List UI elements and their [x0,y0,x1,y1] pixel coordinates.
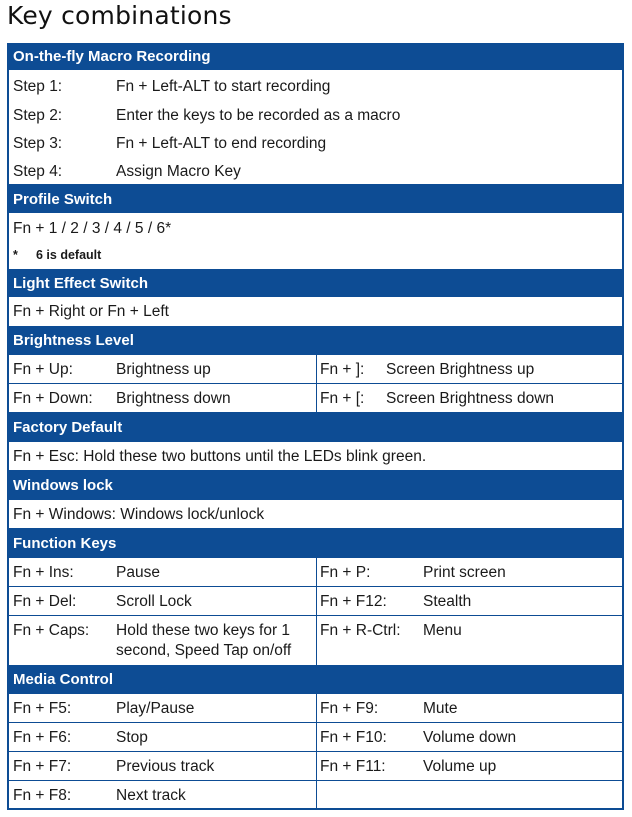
key-action: Brightness up [116,361,211,378]
key-combo: Fn + F10: [320,729,387,746]
section-header-winlock: Windows lock [9,473,622,498]
table-row [9,355,622,383]
macro-steps [9,70,622,184]
key-action: Pause [116,564,160,581]
step-label: Step 3: [13,135,63,152]
section-header-media: Media Control [9,667,622,692]
key-combo: Fn + F12: [320,593,387,610]
profile-row [9,213,622,269]
key-combo: Fn + F6: [13,729,72,746]
table-row [9,752,622,780]
key-action: Volume down [423,729,517,746]
profile-keys: Fn + 1 / 2 / 3 / 4 / 5 / 6* [13,220,172,237]
key-combo: Fn + R-Ctrl: [320,622,401,639]
key-action: Volume up [423,758,497,775]
key-combo: Fn + Up: [13,361,73,378]
key-combo: Fn + Ins: [13,564,74,581]
table-row [9,587,622,615]
factory-text: Fn + Esc: Hold these two buttons until the LEDs blink green. [13,448,427,465]
page-title: Key combinations [7,1,232,30]
key-combo: Fn + Down: [13,390,93,407]
table-row [9,384,622,412]
key-action: Stop [116,729,148,746]
table-row [9,723,622,751]
key-action: second, Speed Tap on/off [116,642,292,659]
step-text: Assign Macro Key [116,163,241,180]
key-combo: Fn + F7: [13,758,72,775]
key-action: Screen Brightness up [386,361,535,378]
key-action: Brightness down [116,390,231,407]
key-action: Mute [423,700,458,717]
key-action: Screen Brightness down [386,390,555,407]
key-action: Play/Pause [116,700,195,717]
factory-row [9,442,622,470]
key-combo: Fn + [: [320,390,365,407]
key-action: Hold these two keys for 1 [116,622,291,639]
key-combo: Fn + F11: [320,758,386,775]
light-keys: Fn + Right or Fn + Left [13,303,169,320]
winlock-row [9,500,622,528]
winlock-text: Fn + Windows: Windows lock/unlock [13,506,265,523]
step-label: Step 1: [13,78,63,95]
profile-note: 6 is default [36,248,102,262]
section-header-profile: Profile Switch [9,187,622,212]
section-header-factory: Factory Default [9,415,622,440]
step-text: Enter the keys to be recorded as a macro [116,107,401,124]
note-asterisk: * [13,248,18,262]
table-row [9,781,622,808]
step-text: Fn + Left-ALT to start recording [116,78,331,95]
key-action: Stealth [423,593,472,610]
key-action: Print screen [423,564,506,581]
light-row [9,297,622,326]
key-combo: Fn + ]: [320,361,365,378]
key-combo: Fn + P: [320,564,371,581]
table-row [9,694,622,722]
key-combo: Fn + F8: [13,787,72,804]
section-header-function: Function Keys [9,531,622,556]
table-row [9,558,622,586]
key-combinations-table [7,43,624,810]
key-combo: Fn + F5: [13,700,72,717]
step-label: Step 4: [13,163,63,180]
key-action: Scroll Lock [116,593,192,610]
table-row [9,616,622,665]
section-header-brightness: Brightness Level [9,329,622,353]
step-text: Fn + Left-ALT to end recording [116,135,327,152]
key-combo: Fn + Caps: [13,622,90,639]
section-header-macro: On-the-fly Macro Recording [9,45,622,69]
key-combo: Fn + F9: [320,700,379,717]
section-header-light: Light Effect Switch [9,271,622,296]
step-label: Step 2: [13,107,63,124]
key-combo: Fn + Del: [13,593,77,610]
key-action: Next track [116,787,186,804]
key-action: Menu [423,622,462,639]
key-action: Previous track [116,758,215,775]
